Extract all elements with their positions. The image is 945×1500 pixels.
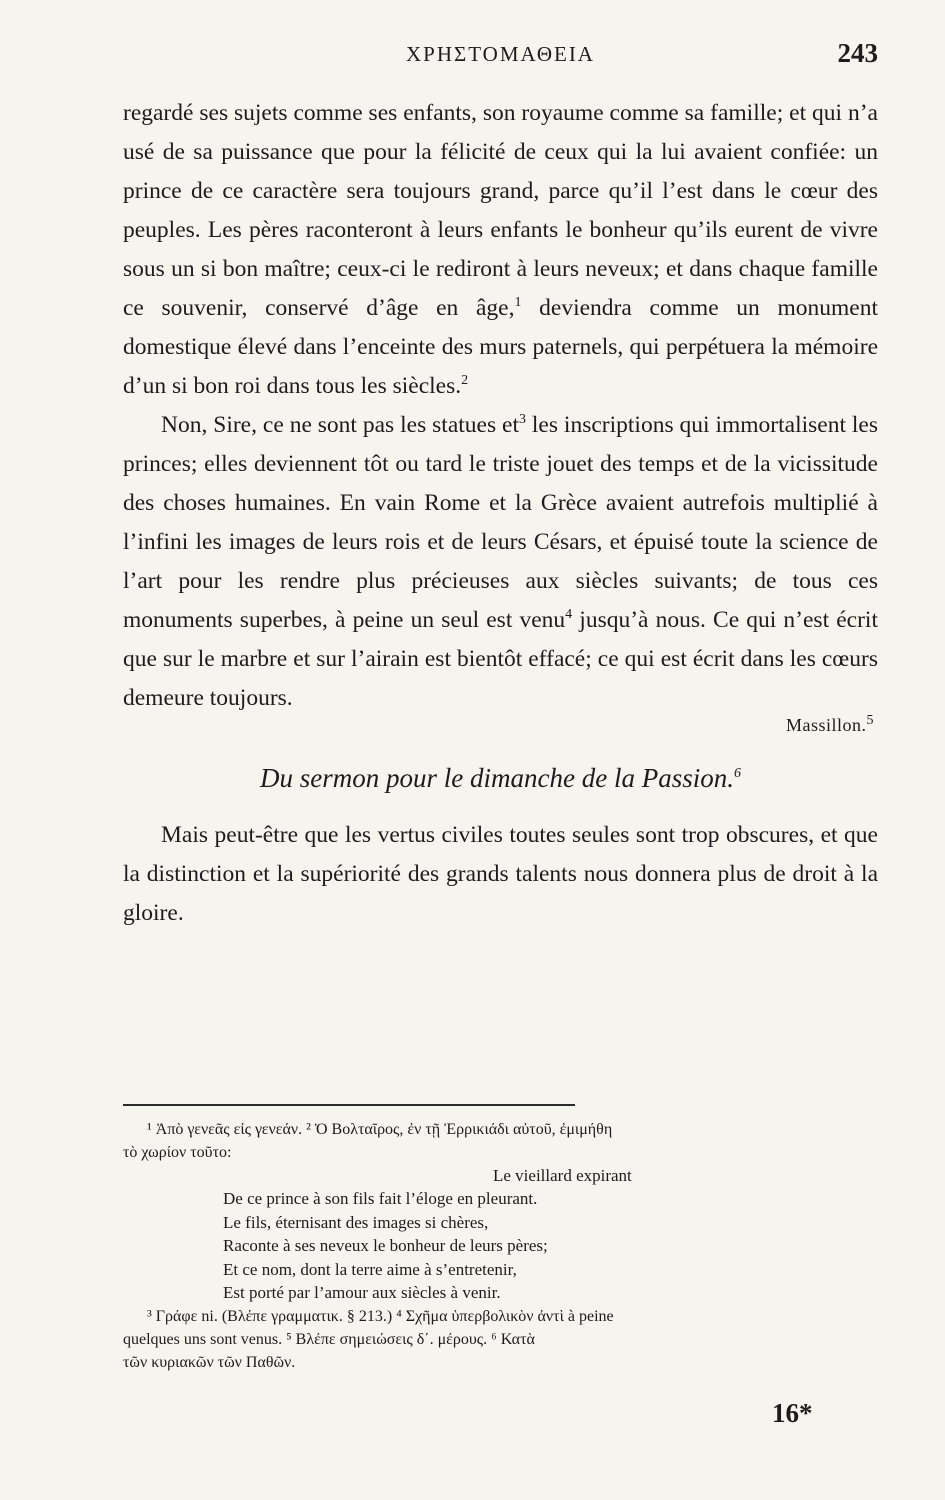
footnote-3-4: ³ Γράφε ni. (Βλέπε γραμματικ. § 213.) ⁴ Σχῆμα ὑπερβολικὸν ἀντὶ à peine: [147, 1307, 614, 1325]
footnote-ref-2: 2: [461, 373, 469, 389]
paragraph-1-text-b: deviendra comme un monument domestique élevé dans l’enceinte des murs paternels, qui perpétuera la mémoire d’un si bon roi dans tous les siècles.: [123, 295, 878, 399]
poem-line: Raconte à ses neveux le bonheur de leurs pères;: [223, 1236, 548, 1255]
poem-line: Et ce nom, dont la terre aime à s’entretenir,: [223, 1259, 517, 1279]
footnote-2-continued: τὸ χωρίον τοῦτο:: [123, 1144, 232, 1161]
poem-line: Le fils, éternisant des images si chères,: [223, 1212, 489, 1232]
page-header: [123, 38, 878, 72]
footnote-1-2: ¹ Ἀπὸ γενεᾶς εἰς γενεάν. ² Ὁ Βολταῖρος, ἐν τῇ Ἐρρικιάδι αὐτοῦ, ἐμιμήθη: [147, 1121, 613, 1138]
main-text: [123, 94, 878, 933]
printer-signature: 16*: [772, 1398, 813, 1428]
paragraph-1: [123, 94, 878, 406]
footnote-ref-6: 6: [733, 766, 741, 781]
poem-line: Est porté par l’amour aux siècles à venir.: [223, 1283, 501, 1302]
paragraph-2-text-a: Non, Sire, ce ne sont pas les statues et: [161, 412, 519, 438]
footnote-ref-3: 3: [518, 412, 526, 428]
footnote-divider: [123, 1104, 575, 1106]
running-title: ΧΡΗΣΤΟΜΑΘΕΙΑ: [406, 42, 595, 66]
section-title-text: Du sermon pour le dimanche de la Passion.: [260, 763, 734, 793]
footnote-4-5-6: quelques uns sont venus. ⁵ Βλέπε σημειώσεις δ΄. μέρους. ⁶ Κατὰ: [123, 1330, 535, 1348]
paragraph-2-text-c: jusqu’à nous. Ce qui n’est écrit que sur le marbre et sur l’airain est bientôt effacé; ce qui est écrit dans les cœurs demeure toujours.: [123, 607, 878, 711]
footnote-ref-5: 5: [866, 713, 874, 728]
page-number: 243: [837, 38, 878, 68]
paragraph-3: Mais peut-être que les vertus civiles toutes seules sont trop obscures, et que la distinction et la supériorité des grands talents nous donnera plus de droit à la gloire.: [123, 822, 878, 926]
poem-title: Le vieillard expirant: [493, 1166, 632, 1185]
poem: [123, 1187, 878, 1305]
footnote-6-continued: τῶν κυριακῶν τῶν Παθῶν.: [123, 1353, 296, 1371]
footnote-ref-4: 4: [565, 607, 573, 623]
footnote-ref-1: 1: [514, 295, 522, 311]
section-title: [123, 758, 878, 798]
poem-line: De ce prince à son fils fait l’éloge en pleurant.: [223, 1189, 538, 1208]
footnotes: [123, 1118, 878, 1374]
author-name: Massillon.: [785, 715, 867, 735]
paragraph-2-text-b: les inscriptions qui immortalisent les princes; elles deviennent tôt ou tard le triste jouet des temps et de la vicissitude des choses humaines. En vain Rome et la Grèce avaient autrefois multiplié à l’infini les images de leurs rois et de leurs Césars, et épuisé toute la science de l’art pour les rendre plus précieuses aux siècles suivants; de tous ces monuments superbes, à peine un seul est venu: [123, 412, 879, 633]
paragraph-1-text-a: regardé ses sujets comme ses enfants, son royaume comme sa famille; et qui n’a usé de sa puissance que pour la félicité de ceux qui la lui avaient confiée: un prince de ce caractère sera toujours grand, parce qu’il l’est dans le cœur des peuples. Les pères raconteront à leurs enfants le bonheur qu’ils eurent de vivre sous un si bon maître; ceux-ci le rediront à leurs neveux; et dans chaque famille ce souvenir, conservé d’âge en âge,: [123, 100, 878, 321]
paragraph-2: [123, 406, 878, 718]
